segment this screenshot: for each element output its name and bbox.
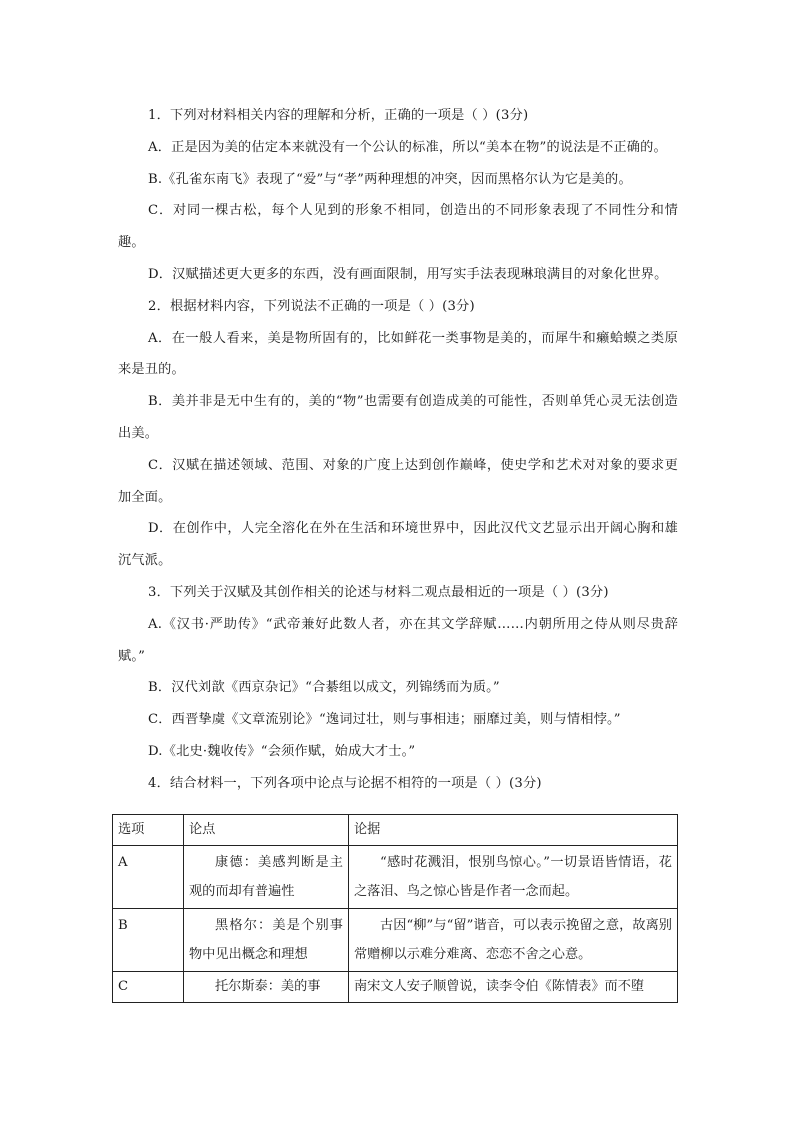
question-3-option-b: B．汉代刘歆《西京杂记》“合綦组以成文，列锦绣而为质。” [148, 680, 500, 696]
header-point: 论点 [184, 815, 349, 846]
question-1-option-b: B.《孔雀东南飞》表现了“爱”与“孝”两种理想的冲突，因而黑格尔认为它是美的。 [148, 171, 632, 187]
question-2-option-a: A．在一般人看来，美是物所固有的，比如鲜花一类事物是美的，而犀牛和癞蛤蟆之类原来是丑的。 [118, 330, 678, 378]
row-c-evidence [349, 972, 678, 1003]
row-a-point-text: 康德：美感判断是主观的而却有普遍性 [189, 855, 343, 899]
row-a-evidence [349, 846, 678, 909]
row-c-option: C [113, 972, 184, 1003]
question-3-option-c: C．西晋挚虞《文章流别论》“逸词过壮，则与事相违；丽靡过美，则与情相悖。” [148, 712, 621, 728]
row-a-evidence-text: “感时花溅泪，恨别鸟惊心。”一切景语皆情语，花之落泪、鸟之惊心皆是作者一念而起。 [354, 855, 672, 899]
table-row [113, 909, 678, 972]
question-2-stem: 2．根据材料内容，下列说法不正确的一项是（ ）(3分) [148, 298, 475, 314]
row-c-evidence-text: 南宋文人安子顺曾说，读李令伯《陈情表》而不堕 [354, 979, 645, 994]
question-1-option-a: A．正是因为美的估定本来就没有一个公认的标准，所以“美本在物”的说法是不正确的。 [148, 139, 667, 155]
row-c-point [184, 972, 349, 1003]
question-2-option-d: D．在创作中，人完全溶化在外在生活和环境世界中，因此汉代文艺显示出开阔心胸和雄沉气派。 [118, 521, 678, 569]
row-b-evidence-text: 古因“柳”与“留”谐音，可以表示挽留之意，故离别常赠柳以示难分难离、恋恋不舍之心意。 [354, 918, 672, 962]
question-1-stem: 1．下列对材料相关内容的理解和分析，正确的一项是（ ）(3分) [148, 108, 529, 123]
row-b-evidence [349, 909, 678, 972]
row-b-option: B [113, 909, 184, 972]
header-option: 选项 [113, 815, 184, 846]
row-c-point-text: 托尔斯泰：美的事 [215, 979, 321, 994]
row-a-option: A [113, 846, 184, 909]
question-4-stem: 4．结合材料一，下列各项中论点与论据不相符的一项是（ ）(3分) [148, 775, 542, 791]
argument-table [112, 814, 678, 1003]
table-row [113, 972, 678, 1003]
table-header-row [113, 815, 678, 846]
question-list [118, 100, 678, 800]
row-b-point-text: 黑格尔：美是个别事物中见出概念和理想 [189, 918, 343, 962]
question-3-option-a: A.《汉书·严助传》“武帝兼好此数人者，亦在其文学辞赋……内朝所用之侍从则尽贵辞赋。” [118, 616, 678, 664]
question-1-option-c: C．对同一棵古松，每个人见到的形象不相同，创造出的不同形象表现了不同性分和情趣。 [118, 203, 678, 251]
table-row [113, 846, 678, 909]
row-a-point [184, 846, 349, 909]
header-evidence: 论据 [349, 815, 678, 846]
question-1-option-d: D．汉赋描述更大更多的东西，没有画面限制，用写实手法表现琳琅满目的对象化世界。 [148, 266, 668, 282]
question-3-option-d: D.《北史·魏收传》“会须作赋，始成大才士。” [148, 743, 416, 759]
question-2-option-b: B．美并非是无中生有的，美的“物”也需要有创造成美的可能性，否则单凭心灵无法创造出美。 [118, 394, 678, 441]
question-3-stem: 3．下列关于汉赋及其创作相关的论述与材料二观点最相近的一项是（ ）(3分) [148, 584, 609, 600]
row-b-point [184, 909, 349, 972]
question-2-option-c: C．汉赋在描述领域、范围、对象的广度上达到创作巅峰，使史学和艺术对对象的要求更加全面。 [118, 457, 678, 505]
